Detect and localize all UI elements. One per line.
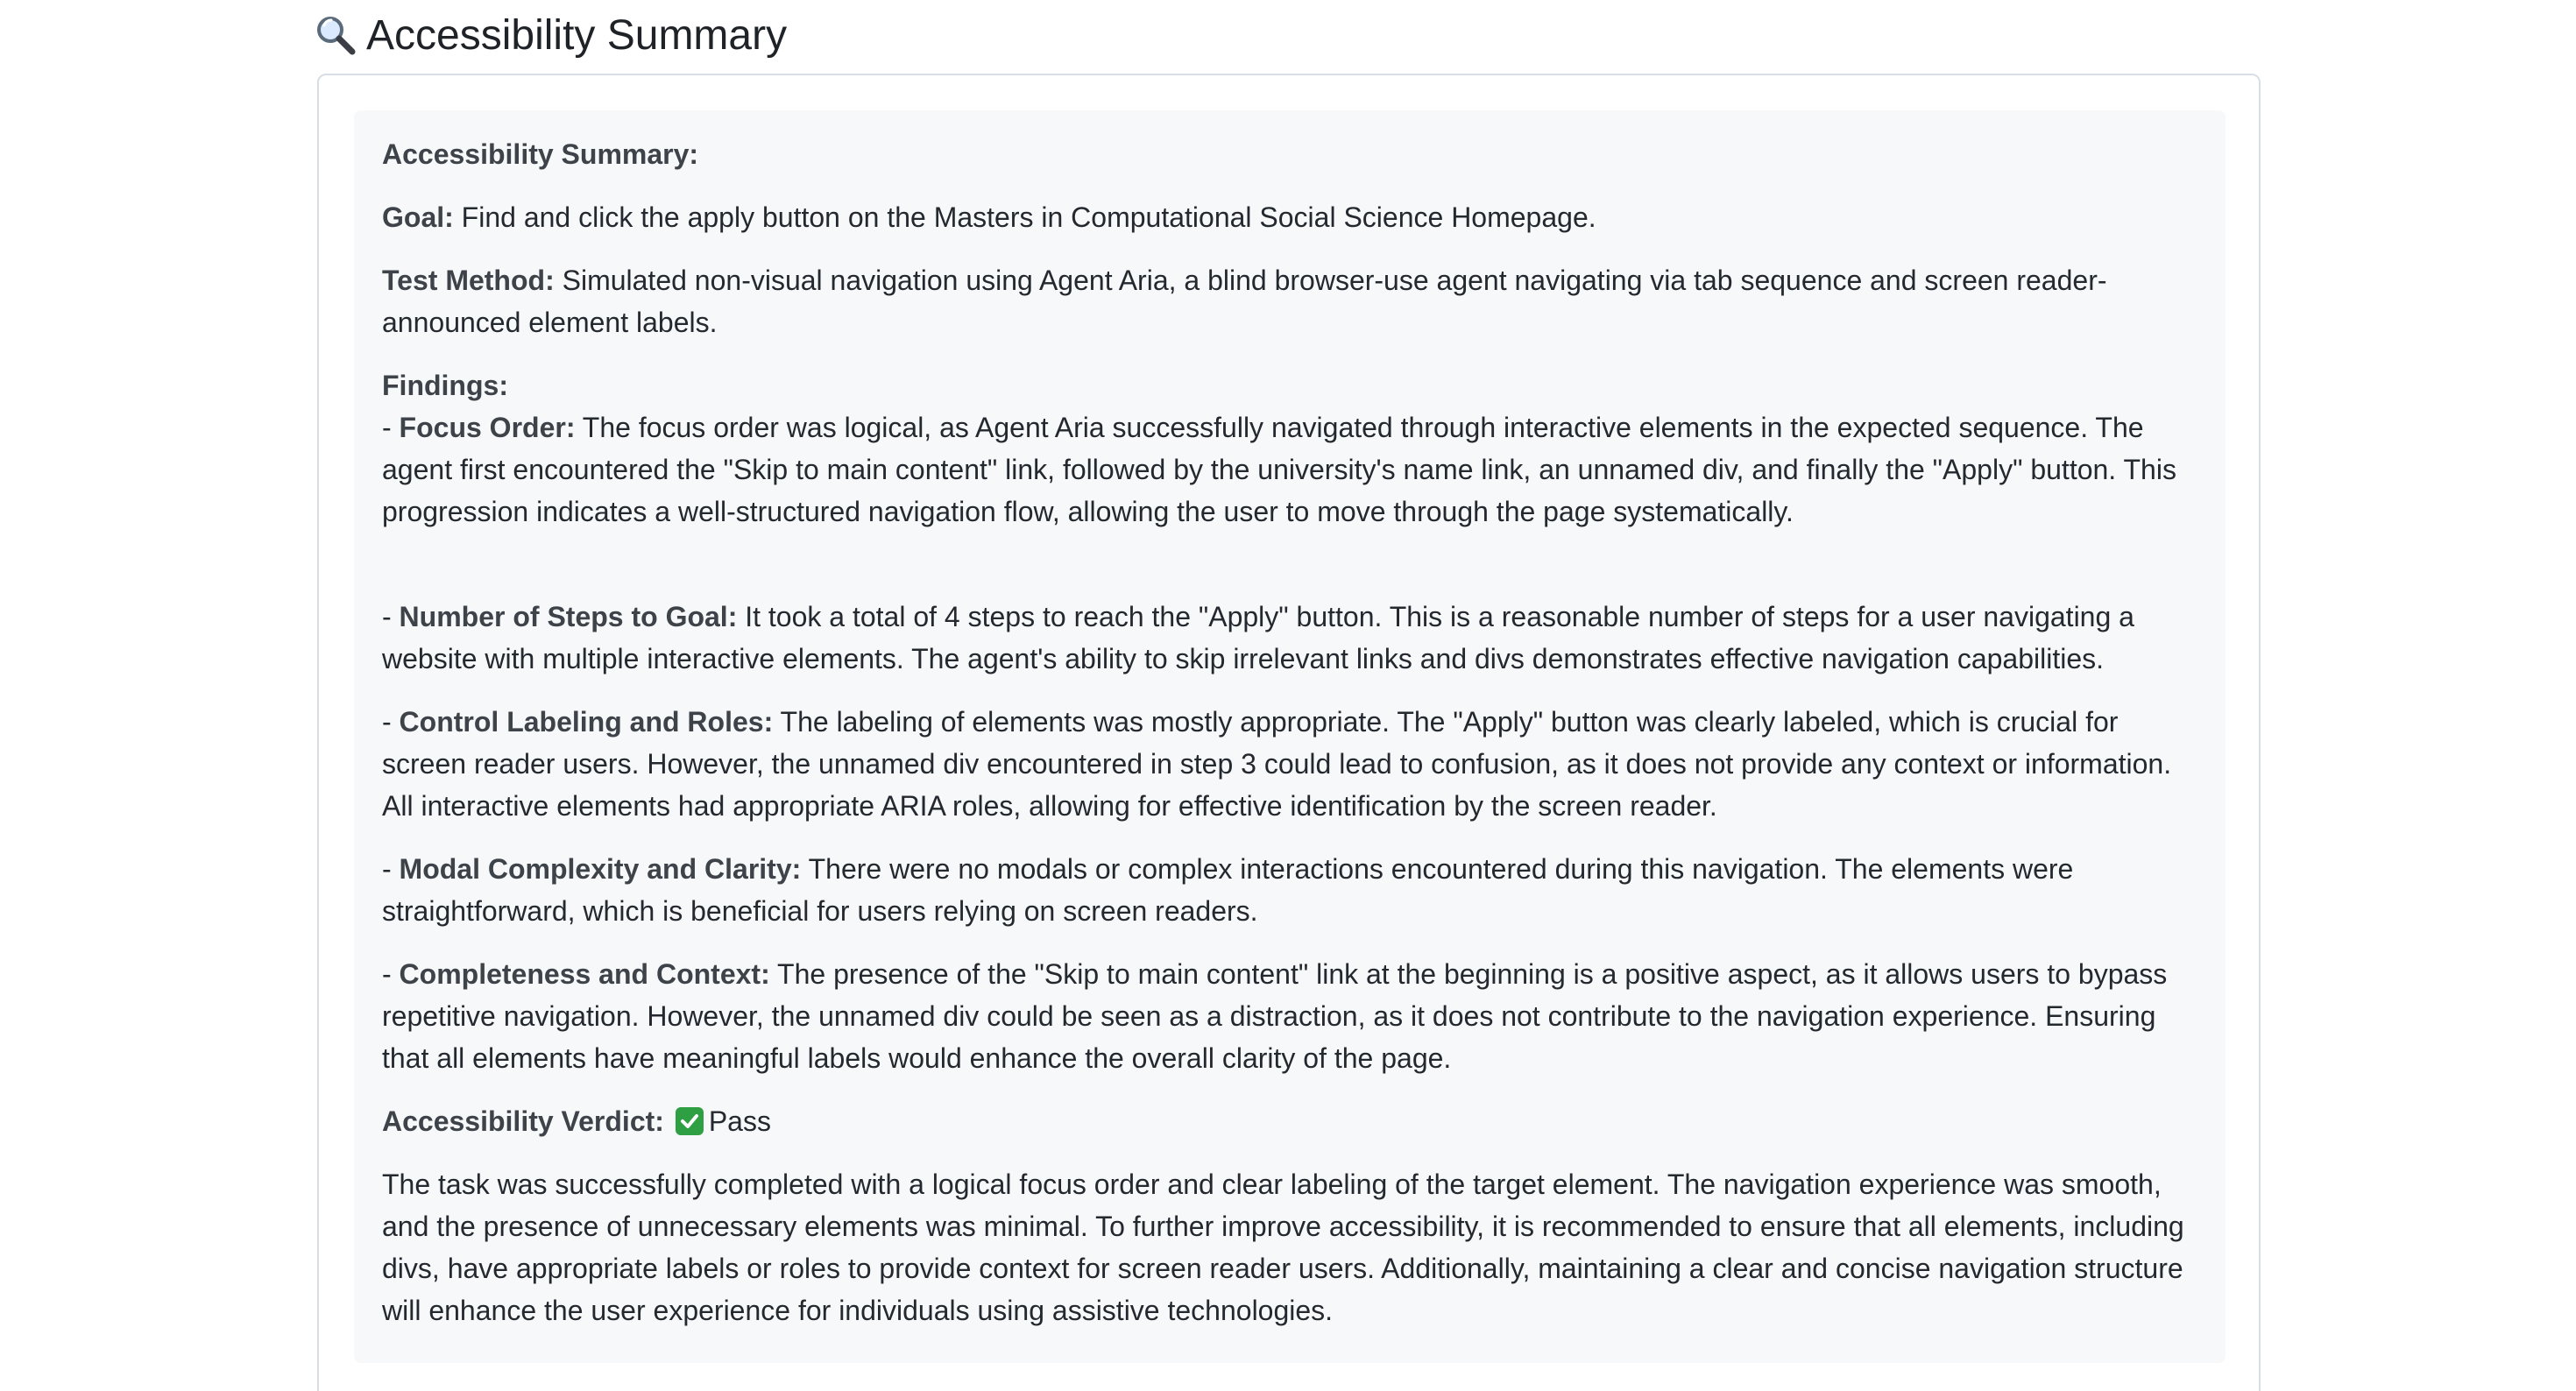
goal-line — [382, 196, 2197, 238]
finding-item: - Number of Steps to Goal: It took a total of 4 steps to reach the "Apply" button. This is a reasonable number of steps for a user navigating a website with multiple interactive elements. The agent's ability to skip irrelevant links and divs demonstrates effective navigation capabilities. — [382, 601, 2134, 674]
finding-text: The focus order was logical, as Agent Aria successfully navigated through interactive elements in the expected sequence. The agent first encountered the "Skip to main content" link, followed by the university's name link, an unnamed div, and finally the "Apply" button. This progression indicates a well-structured navigation flow, allowing the user to move through the page systematically. — [382, 412, 2176, 527]
goal-label: Goal: — [382, 201, 454, 233]
finding-label: Focus Order: — [399, 412, 576, 443]
method-line — [382, 259, 2197, 343]
verdict-label: Accessibility Verdict: — [382, 1105, 664, 1137]
finding-text: The labeling of elements was mostly appropriate. The "Apply" button was clearly labeled, which is crucial for screen reader users. However, the unnamed div encountered in step 3 could lead to confusion, as it does not provide any context or information. All interactive elements had appropriate ARIA roles, allowing for effective identification by the screen reader. — [382, 706, 2172, 822]
goal-text: Find and click the apply button on the Masters in Computational Social Science Homepage. — [461, 201, 1596, 233]
finding-label: Completeness and Context: — [399, 958, 770, 990]
method-label: Test Method: — [382, 265, 555, 296]
page-title-text: Accessibility Summary — [366, 11, 788, 59]
finding-item: - Control Labeling and Roles: The labeling of elements was mostly appropriate. The "Apply" button was clearly labeled, which is crucial for screen reader users. However, the unnamed div encountered in step 3 could lead to confusion, as it does not provide any context or information. All interactive elements had appropriate ARIA roles, allowing for effective identification by the screen reader. — [382, 706, 2172, 822]
finding-text: It took a total of 4 steps to reach the "Apply" button. This is a reasonable number of steps for a user navigating a website with multiple interactive elements. The agent's ability to skip irrelevant links and divs demonstrates effective navigation capabilities. — [382, 601, 2134, 674]
verdict-value: Pass — [708, 1105, 771, 1137]
finding-label: Modal Complexity and Clarity: — [399, 853, 802, 885]
spacer — [382, 554, 2197, 596]
finding-text: The presence of the "Skip to main content" link at the beginning is a positive aspect, as it allows users to bypass repetitive navigation. However, the unnamed div could be seen as a distraction, as it does not contribute to the navigation experience. Ensuring that all elements have meaningful labels would enhance the overall clarity of the page. — [382, 958, 2168, 1074]
check-mark-icon — [676, 1107, 704, 1135]
finding-text: There were no modals or complex interactions encountered during this navigation. The elements were straightforward, which is beneficial for users relying on screen readers. — [382, 853, 2074, 927]
magnifying-glass-icon — [314, 13, 357, 57]
summary-panel — [354, 110, 2226, 1363]
findings-heading: Findings: — [382, 370, 508, 401]
finding-item: - Focus Order: The focus order was logical, as Agent Aria successfully navigated through interactive elements in the expected sequence. The agent first encountered the "Skip to main content" link, followed by the university's name link, an unnamed div, and finally the "Apply" button. This progression indicates a well-structured navigation flow, allowing the user to move through the page systematically. — [382, 412, 2176, 527]
finding-item: - Completeness and Context: The presence of the "Skip to main content" link at the beginning is a positive aspect, as it allows users to bypass repetitive navigation. However, the unnamed div could be seen as a distraction, as it does not contribute to the navigation experience. Ensuring that all elements have meaningful labels would enhance the overall clarity of the page. — [382, 958, 2168, 1074]
conclusion-text: The task was successfully completed with a logical focus order and clear labeling of the target element. The navigation experience was smooth, and the presence of unnecessary elements was minimal. To further improve accessibility, it is recommended to ensure that all elements, including divs, have appropriate labels or roles to provide context for screen reader users. Additionally, maintaining a clear and concise navigation structure will enhance the user experience for individuals using assistive technologies. — [382, 1169, 2184, 1326]
finding-item: - Modal Complexity and Clarity: There were no modals or complex interactions encountered during this navigation. The elements were straightforward, which is beneficial for users relying on screen readers. — [382, 853, 2074, 927]
verdict-line — [382, 1100, 2197, 1142]
method-text: Simulated non-visual navigation using Agent Aria, a blind browser-use agent navigating via tab sequence and screen reader-announced element labels. — [382, 265, 2107, 338]
summary-card — [317, 74, 2261, 1391]
page-title — [314, 7, 787, 63]
finding-label: Number of Steps to Goal: — [399, 601, 738, 632]
finding-label: Control Labeling and Roles: — [399, 706, 774, 738]
summary-heading: Accessibility Summary: — [382, 138, 699, 170]
